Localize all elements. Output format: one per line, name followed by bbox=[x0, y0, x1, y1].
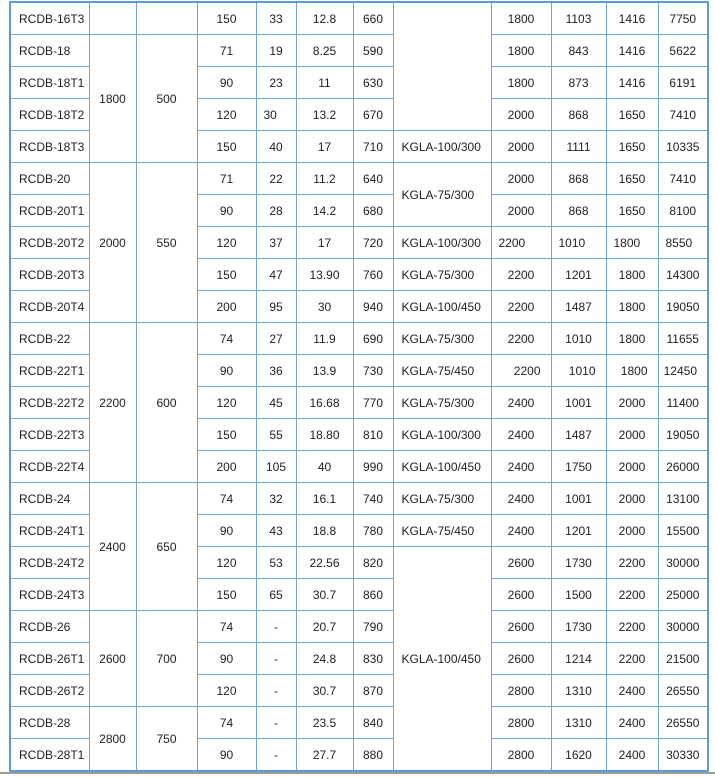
value-cell: 868 bbox=[551, 195, 606, 227]
value-cell: 1310 bbox=[551, 707, 606, 739]
value-cell: 22.56 bbox=[296, 547, 353, 579]
kgla-model-cell: KGLA-100/300 bbox=[393, 419, 491, 451]
value-cell: 1650 bbox=[606, 99, 658, 131]
value-cell: 8100 bbox=[658, 195, 708, 227]
value-cell: 1010 bbox=[551, 355, 606, 387]
value-cell: 18.8 bbox=[296, 515, 353, 547]
value-cell: 1487 bbox=[551, 291, 606, 323]
value-cell: 760 bbox=[353, 259, 393, 291]
value-cell: 2400 bbox=[491, 387, 551, 419]
model-cell: RCDB-20 bbox=[10, 163, 89, 195]
value-cell: 880 bbox=[353, 739, 393, 772]
value-cell: 2000 bbox=[606, 483, 658, 515]
value-cell: 23.5 bbox=[296, 707, 353, 739]
kgla-model-cell: KGLA-75/300 bbox=[393, 323, 491, 355]
model-cell: RCDB-24 bbox=[10, 483, 89, 515]
value-cell: 740 bbox=[353, 483, 393, 515]
value-cell: 2200 bbox=[491, 227, 551, 259]
model-cell: RCDB-20T3 bbox=[10, 259, 89, 291]
value-cell: 2000 bbox=[491, 163, 551, 195]
dim-a-cell: 2000 bbox=[89, 163, 136, 323]
value-cell: 1620 bbox=[551, 739, 606, 772]
dim-a-cell: 1800 bbox=[89, 35, 136, 163]
table-row bbox=[10, 2, 708, 35]
value-cell: 2600 bbox=[491, 643, 551, 675]
value-cell: 30000 bbox=[658, 611, 708, 643]
value-cell: 2200 bbox=[606, 579, 658, 611]
model-cell: RCDB-18T3 bbox=[10, 131, 89, 163]
table-row bbox=[10, 611, 708, 643]
value-cell: 21500 bbox=[658, 643, 708, 675]
dim-a-cell: 2400 bbox=[89, 483, 136, 611]
value-cell: 7750 bbox=[658, 2, 708, 35]
value-cell: 680 bbox=[353, 195, 393, 227]
value-cell: 990 bbox=[353, 451, 393, 483]
value-cell: 105 bbox=[256, 451, 296, 483]
value-cell: 2400 bbox=[606, 739, 658, 772]
value-cell: 200 bbox=[197, 451, 256, 483]
kgla-model-cell: KGLA-75/300 bbox=[393, 163, 491, 227]
value-cell: 17 bbox=[296, 227, 353, 259]
dim-b-cell: 650 bbox=[136, 483, 197, 611]
value-cell: 1800 bbox=[606, 291, 658, 323]
value-cell: 14300 bbox=[658, 259, 708, 291]
kgla-model-cell: KGLA-100/300 bbox=[393, 131, 491, 163]
spec-table bbox=[9, 1, 709, 772]
value-cell: 19 bbox=[256, 35, 296, 67]
value-cell: 43 bbox=[256, 515, 296, 547]
value-cell: 13.90 bbox=[296, 259, 353, 291]
value-cell: 26550 bbox=[658, 707, 708, 739]
value-cell: 670 bbox=[353, 99, 393, 131]
value-cell: 868 bbox=[551, 99, 606, 131]
table-row bbox=[10, 35, 708, 67]
value-cell: 30.7 bbox=[296, 675, 353, 707]
model-cell: RCDB-26T1 bbox=[10, 643, 89, 675]
table-row bbox=[10, 483, 708, 515]
value-cell: 843 bbox=[551, 35, 606, 67]
value-cell: 2000 bbox=[491, 99, 551, 131]
value-cell: 640 bbox=[353, 163, 393, 195]
value-cell: 90 bbox=[197, 515, 256, 547]
value-cell: 1103 bbox=[551, 2, 606, 35]
value-cell: 74 bbox=[197, 483, 256, 515]
dim-a-cell: 2800 bbox=[89, 707, 136, 772]
value-cell: 120 bbox=[197, 547, 256, 579]
value-cell: 17 bbox=[296, 131, 353, 163]
value-cell: 2000 bbox=[606, 387, 658, 419]
model-cell: RCDB-26T2 bbox=[10, 675, 89, 707]
value-cell: 1800 bbox=[491, 2, 551, 35]
value-cell: 120 bbox=[197, 387, 256, 419]
value-cell: 74 bbox=[197, 611, 256, 643]
value-cell: 820 bbox=[353, 547, 393, 579]
value-cell: 2200 bbox=[491, 259, 551, 291]
model-cell: RCDB-22T4 bbox=[10, 451, 89, 483]
dim-b-cell: 600 bbox=[136, 323, 197, 483]
spec-table-body bbox=[10, 2, 708, 771]
value-cell: 30.7 bbox=[296, 579, 353, 611]
value-cell: 710 bbox=[353, 131, 393, 163]
value-cell: 1487 bbox=[551, 419, 606, 451]
value-cell: 1416 bbox=[606, 2, 658, 35]
value-cell: 2000 bbox=[606, 419, 658, 451]
value-cell: 16.1 bbox=[296, 483, 353, 515]
model-cell: RCDB-22T3 bbox=[10, 419, 89, 451]
kgla-model-cell: KGLA-75/300 bbox=[393, 387, 491, 419]
value-cell: 90 bbox=[197, 739, 256, 772]
kgla-model-cell: KGLA-75/450 bbox=[393, 515, 491, 547]
value-cell: 27.7 bbox=[296, 739, 353, 772]
value-cell: 10335 bbox=[658, 131, 708, 163]
value-cell: 2400 bbox=[491, 419, 551, 451]
value-cell: 45 bbox=[256, 387, 296, 419]
value-cell: 74 bbox=[197, 707, 256, 739]
value-cell: 13.9 bbox=[296, 355, 353, 387]
value-cell: 1416 bbox=[606, 67, 658, 99]
value-cell: 30 bbox=[256, 99, 296, 131]
model-cell: RCDB-22T2 bbox=[10, 387, 89, 419]
value-cell: 1310 bbox=[551, 675, 606, 707]
value-cell: 11 bbox=[296, 67, 353, 99]
value-cell: - bbox=[256, 643, 296, 675]
value-cell: 30000 bbox=[658, 547, 708, 579]
kgla-model-cell: KGLA-100/450 bbox=[393, 291, 491, 323]
value-cell: 33 bbox=[256, 2, 296, 35]
dim-a-cell: 2200 bbox=[89, 323, 136, 483]
value-cell: 2400 bbox=[606, 707, 658, 739]
value-cell: 24.8 bbox=[296, 643, 353, 675]
value-cell: 90 bbox=[197, 195, 256, 227]
value-cell: 14.2 bbox=[296, 195, 353, 227]
model-cell: RCDB-20T4 bbox=[10, 291, 89, 323]
value-cell: 1650 bbox=[606, 195, 658, 227]
value-cell: 2000 bbox=[606, 515, 658, 547]
kgla-model-cell: KGLA-75/300 bbox=[393, 259, 491, 291]
value-cell: 2400 bbox=[491, 515, 551, 547]
value-cell: 16.68 bbox=[296, 387, 353, 419]
table-row bbox=[10, 323, 708, 355]
value-cell: 22 bbox=[256, 163, 296, 195]
value-cell: 18.80 bbox=[296, 419, 353, 451]
value-cell: 150 bbox=[197, 131, 256, 163]
value-cell: 7410 bbox=[658, 163, 708, 195]
value-cell: 19050 bbox=[658, 419, 708, 451]
model-cell: RCDB-16T3 bbox=[10, 2, 89, 35]
value-cell: 2400 bbox=[491, 483, 551, 515]
value-cell: 8.25 bbox=[296, 35, 353, 67]
value-cell: 1800 bbox=[606, 323, 658, 355]
value-cell: 2000 bbox=[491, 195, 551, 227]
value-cell: - bbox=[256, 611, 296, 643]
value-cell: 150 bbox=[197, 579, 256, 611]
value-cell: 2600 bbox=[491, 579, 551, 611]
value-cell: 71 bbox=[197, 35, 256, 67]
dim-b-cell bbox=[136, 2, 197, 35]
value-cell: 12450 bbox=[658, 355, 708, 387]
value-cell: 13.2 bbox=[296, 99, 353, 131]
value-cell: 150 bbox=[197, 2, 256, 35]
value-cell: 1214 bbox=[551, 643, 606, 675]
page-bottom-divider bbox=[0, 772, 715, 774]
value-cell: 1650 bbox=[606, 163, 658, 195]
value-cell: - bbox=[256, 739, 296, 772]
dim-a-cell bbox=[89, 2, 136, 35]
model-cell: RCDB-24T3 bbox=[10, 579, 89, 611]
value-cell: 7410 bbox=[658, 99, 708, 131]
value-cell: 940 bbox=[353, 291, 393, 323]
value-cell: 2000 bbox=[491, 131, 551, 163]
value-cell: 11.9 bbox=[296, 323, 353, 355]
value-cell: 120 bbox=[197, 227, 256, 259]
value-cell: 150 bbox=[197, 259, 256, 291]
value-cell: 1010 bbox=[551, 227, 606, 259]
value-cell: 730 bbox=[353, 355, 393, 387]
value-cell: 65 bbox=[256, 579, 296, 611]
value-cell: 1650 bbox=[606, 131, 658, 163]
table-row bbox=[10, 707, 708, 739]
value-cell: 840 bbox=[353, 707, 393, 739]
value-cell: 120 bbox=[197, 675, 256, 707]
model-cell: RCDB-26 bbox=[10, 611, 89, 643]
value-cell: 2200 bbox=[606, 611, 658, 643]
dim-b-cell: 700 bbox=[136, 611, 197, 707]
value-cell: - bbox=[256, 707, 296, 739]
value-cell: 2200 bbox=[491, 323, 551, 355]
value-cell: 27 bbox=[256, 323, 296, 355]
model-cell: RCDB-24T2 bbox=[10, 547, 89, 579]
value-cell: 2600 bbox=[491, 611, 551, 643]
dim-b-cell: 500 bbox=[136, 35, 197, 163]
kgla-model-cell bbox=[393, 2, 491, 131]
value-cell: 11.2 bbox=[296, 163, 353, 195]
value-cell: 1500 bbox=[551, 579, 606, 611]
value-cell: 2200 bbox=[491, 291, 551, 323]
value-cell: 40 bbox=[256, 131, 296, 163]
value-cell: 770 bbox=[353, 387, 393, 419]
value-cell: 40 bbox=[296, 451, 353, 483]
value-cell: 830 bbox=[353, 643, 393, 675]
value-cell: 32 bbox=[256, 483, 296, 515]
value-cell: 1800 bbox=[491, 35, 551, 67]
model-cell: RCDB-24T1 bbox=[10, 515, 89, 547]
value-cell: 47 bbox=[256, 259, 296, 291]
model-cell: RCDB-20T1 bbox=[10, 195, 89, 227]
model-cell: RCDB-18 bbox=[10, 35, 89, 67]
value-cell: 74 bbox=[197, 323, 256, 355]
value-cell: 1800 bbox=[606, 259, 658, 291]
value-cell: 37 bbox=[256, 227, 296, 259]
value-cell: 11655 bbox=[658, 323, 708, 355]
value-cell: 2400 bbox=[491, 451, 551, 483]
value-cell: 720 bbox=[353, 227, 393, 259]
value-cell: 1800 bbox=[491, 67, 551, 99]
value-cell: 2600 bbox=[491, 547, 551, 579]
value-cell: 19050 bbox=[658, 291, 708, 323]
value-cell: 1201 bbox=[551, 515, 606, 547]
value-cell: 1730 bbox=[551, 611, 606, 643]
model-cell: RCDB-18T1 bbox=[10, 67, 89, 99]
kgla-model-cell: KGLA-75/450 bbox=[393, 355, 491, 387]
value-cell: 2200 bbox=[491, 355, 551, 387]
value-cell: 71 bbox=[197, 163, 256, 195]
value-cell: 1750 bbox=[551, 451, 606, 483]
value-cell: 2000 bbox=[606, 451, 658, 483]
value-cell: 13100 bbox=[658, 483, 708, 515]
value-cell: 2200 bbox=[606, 643, 658, 675]
value-cell: 2200 bbox=[606, 547, 658, 579]
value-cell: 55 bbox=[256, 419, 296, 451]
value-cell: 1800 bbox=[606, 227, 658, 259]
model-cell: RCDB-22T1 bbox=[10, 355, 89, 387]
value-cell: 90 bbox=[197, 355, 256, 387]
model-cell: RCDB-20T2 bbox=[10, 227, 89, 259]
value-cell: 95 bbox=[256, 291, 296, 323]
value-cell: 12.8 bbox=[296, 2, 353, 35]
value-cell: 36 bbox=[256, 355, 296, 387]
kgla-model-cell: KGLA-100/300 bbox=[393, 227, 491, 259]
value-cell: 873 bbox=[551, 67, 606, 99]
value-cell: 1001 bbox=[551, 483, 606, 515]
model-cell: RCDB-28 bbox=[10, 707, 89, 739]
value-cell: 810 bbox=[353, 419, 393, 451]
value-cell: 1111 bbox=[551, 131, 606, 163]
value-cell: 2800 bbox=[491, 739, 551, 772]
value-cell: 590 bbox=[353, 35, 393, 67]
spec-table-container bbox=[9, 1, 709, 772]
dim-a-cell: 2600 bbox=[89, 611, 136, 707]
value-cell: 15500 bbox=[658, 515, 708, 547]
value-cell: 2800 bbox=[491, 707, 551, 739]
value-cell: 26000 bbox=[658, 451, 708, 483]
value-cell: 630 bbox=[353, 67, 393, 99]
value-cell: 1730 bbox=[551, 547, 606, 579]
value-cell: 790 bbox=[353, 611, 393, 643]
value-cell: 200 bbox=[197, 291, 256, 323]
value-cell: 1416 bbox=[606, 35, 658, 67]
value-cell: 8550 bbox=[658, 227, 708, 259]
value-cell: 53 bbox=[256, 547, 296, 579]
value-cell: 5622 bbox=[658, 35, 708, 67]
value-cell: 1010 bbox=[551, 323, 606, 355]
kgla-model-cell: KGLA-100/450 bbox=[393, 547, 491, 772]
table-row bbox=[10, 163, 708, 195]
value-cell: 28 bbox=[256, 195, 296, 227]
model-cell: RCDB-18T2 bbox=[10, 99, 89, 131]
value-cell: - bbox=[256, 675, 296, 707]
value-cell: 11400 bbox=[658, 387, 708, 419]
value-cell: 90 bbox=[197, 67, 256, 99]
value-cell: 30 bbox=[296, 291, 353, 323]
value-cell: 2400 bbox=[606, 675, 658, 707]
value-cell: 90 bbox=[197, 643, 256, 675]
value-cell: 150 bbox=[197, 419, 256, 451]
value-cell: 1001 bbox=[551, 387, 606, 419]
dim-b-cell: 750 bbox=[136, 707, 197, 772]
value-cell: 30330 bbox=[658, 739, 708, 772]
kgla-model-cell: KGLA-75/300 bbox=[393, 483, 491, 515]
value-cell: 25000 bbox=[658, 579, 708, 611]
value-cell: 660 bbox=[353, 2, 393, 35]
kgla-model-cell: KGLA-100/450 bbox=[393, 451, 491, 483]
value-cell: 20.7 bbox=[296, 611, 353, 643]
value-cell: 26550 bbox=[658, 675, 708, 707]
value-cell: 1800 bbox=[606, 355, 658, 387]
value-cell: 870 bbox=[353, 675, 393, 707]
dim-b-cell: 550 bbox=[136, 163, 197, 323]
value-cell: 860 bbox=[353, 579, 393, 611]
value-cell: 23 bbox=[256, 67, 296, 99]
model-cell: RCDB-28T1 bbox=[10, 739, 89, 772]
value-cell: 120 bbox=[197, 99, 256, 131]
value-cell: 780 bbox=[353, 515, 393, 547]
value-cell: 6191 bbox=[658, 67, 708, 99]
value-cell: 2800 bbox=[491, 675, 551, 707]
value-cell: 868 bbox=[551, 163, 606, 195]
model-cell: RCDB-22 bbox=[10, 323, 89, 355]
value-cell: 1201 bbox=[551, 259, 606, 291]
value-cell: 690 bbox=[353, 323, 393, 355]
